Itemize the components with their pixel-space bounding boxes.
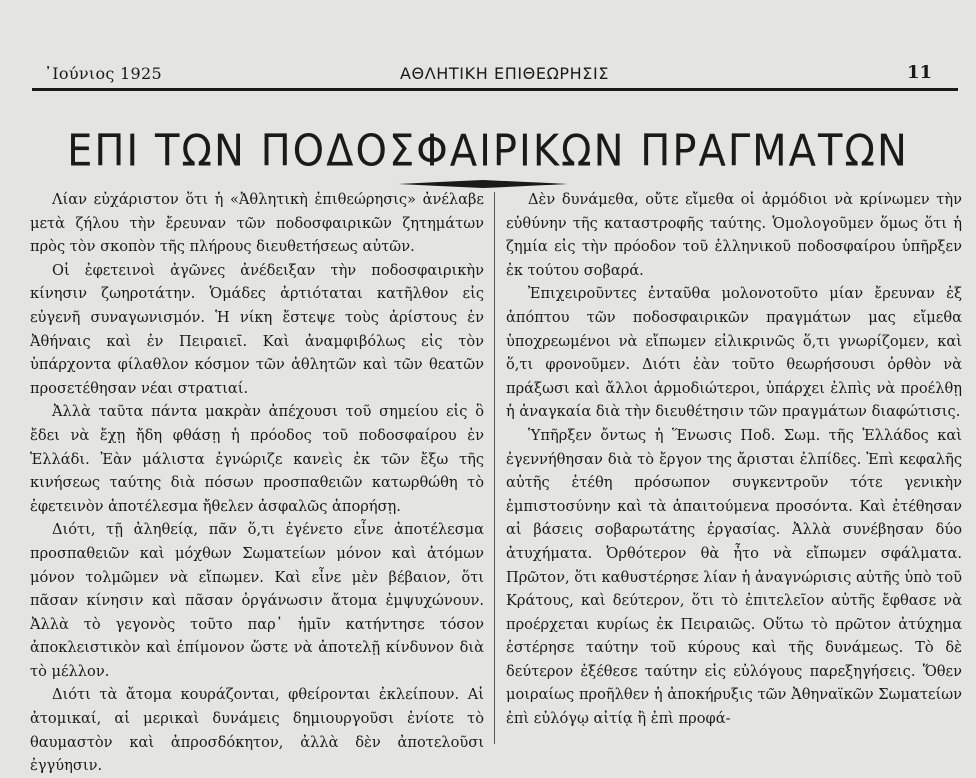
page-number: 11: [906, 62, 932, 83]
column-divider: [494, 192, 495, 744]
paragraph: Ἐπιχειροῦντες ἐνταῦθα μολονοτοῦτο μίαν ἔρευναν ἐξ ἀπόπτου τῶν ποδοσφαιρικῶν πραγμάτων μας εἴμεθα ὑποχρεωμένοι νὰ εἴπωμεν εἰλικρινῶς ὅ,τι γνωρίζομεν, καὶ ὅ,τι φρονοῦμεν. Διότι ἐὰν τοῦτο θεωρήσουσι ὀρθὸν νὰ πράξωσι καὶ ἄλλοι ἁρμοδιώτεροι, ὑπάρχει ἐλπὶς νὰ προέλθῃ ἡ ἀναγκαία διὰ τὴν διευθέτησιν τῶν πραγμάτων διαφώτισις.: [506, 285, 962, 421]
paragraph: Λίαν εὐχάριστον ὅτι ἡ «Ἀθλητικὴ ἐπιθεώρησις» ἀνέλαβε μετὰ ζήλου τὴν ἔρευναν τῶν ποδοσφαιρικῶν ζητημάτων πρὸς τὸν σκοπὸν τῆς πλήρους διευθετήσεως αὐτῶν.: [30, 191, 484, 256]
article-headline: ΕΠΙ ΤΩΝ ΠΟΔΟΣΦΑΙΡΙΚΩΝ ΠΡΑΓΜΑΤΩΝ: [67, 125, 909, 177]
paragraph: Οἱ ἐφετεινοὶ ἀγῶνες ἀνέδειξαν τὴν ποδοσφαιρικὴν κίνησιν ζωηροτάτην. Ὁμάδες ἀρτιόταται κατῆλθον εἰς εὐγενῆ συναγωνισμόν. Ἡ νίκη ἔστεψε τοὺς ἀρίστους ἐν Ἀθήναις καὶ ἐν Πειραιεῖ. Καὶ ἀναμφιβόλως εἰς τὸν ὑπάρχοντα φίλαθλον κόσμον τῶν ἀθλητῶν καὶ τῶν θεατῶν προσετέθησαν νέαι στρατιαί.: [30, 261, 484, 397]
paragraph: Ὑπῆρξεν ὄντως ἡ Ἕνωσις Ποδ. Σωμ. τῆς Ἑλλάδος καὶ ἐγεννήθησαν διὰ τὸ ἔργον της ἄρισται ἐλπίδες. Ἐπὶ κεφαλῆς αὐτῆς ἐτέθη πρόσωπον συγκεντροῦν τότε γενικὴν ἐμπιστοσύνην καὶ τὰ ἀπαιτούμενα προσόντα. Καὶ ἐτέθησαν αἱ βάσεις σοβαρωτάτης ἐργασίας. Ἀλλὰ συνέβησαν δύο ἀτυχήματα. Ὀρθότερον θὰ ἦτο νὰ εἴπωμεν σφάλματα. Πρῶτον, ὅτι καθυστέρησε λίαν ἡ ἀναγνώρισις αὐτῆς ὑπὸ τοῦ Κράτους, καὶ δεύτερον, ὅτι τὸ ἐπιτελεῖον αὐτῆς ἔφθασε νὰ προέρχεται κυρίως ἐκ Πειραιῶς. Οὕτω τὸ πρῶτον ἀτύχημα ἐστέρησε ταύτην τοῦ κύρους καὶ τῆς δυνάμεως. Τὸ δὲ δεύτερον ἐξέθεσε ταύτην εἰς εὐλόγους παρεξηγήσεις. Ὅθεν μοιραίως προῆλθεν ἡ ἀποκήρυξις τῶν Ἀθηναϊκῶν Σωματείων ἐπὶ εὐλόγῳ αἰτίᾳ ἢ ἐπὶ προφά-: [506, 426, 962, 728]
paragraph: Διότι, τῇ ἀληθείᾳ, πᾶν ὅ,τι ἐγένετο εἶνε ἀποτέλεσμα προσπαθειῶν καὶ μόχθων Σωματείων μόνον καὶ ἀτόμων μόνον τολμῶμεν νὰ εἴπωμεν. Καὶ εἶνε μὲν βέβαιον, ὅτι πᾶσαν κίνησιν καὶ πᾶσαν ὀργάνωσιν ἄτομα ἐμψυχώνουν. Ἀλλὰ τὸ γεγονὸς τοῦτο παρ᾽ ἡμῖν κατήντησε τόσον ἀποκλειστικὸν καὶ ἐπίμονον ὥστε νὰ ἀποτελῇ κίνδυνον διὰ τὸ μέλλον.: [30, 521, 484, 680]
paragraph: Ἀλλὰ ταῦτα πάντα μακρὰν ἀπέχουσι τοῦ σημείου εἰς ὃ ἔδει νὰ ἔχῃ ἤδη φθάσῃ ἡ πρόοδος τοῦ ποδοσφαίρου ἐν Ἑλλάδι. Ἐὰν μάλιστα ἐγνώριζε κανεὶς ἐκ τῶν ἔξω τῆς κινήσεως ταύτης διὰ πόσων προσπαθειῶν κατωρθώθη τὸ ἐφετεινὸν ἀποτέλεσμα ἤθελεν ἀσφαλῶς ἀπορήσῃ.: [30, 403, 484, 515]
page-header: [32, 60, 960, 90]
left-column: [30, 188, 484, 778]
paragraph: Διότι τὰ ἄτομα κουράζονται, φθείρονται ἐκλείπουν. Αἱ ἀτομικαί, αἱ μερικαὶ δυνάμεις δημιουργοῦσι ἐνίοτε τὸ θαυμαστὸν καὶ ἀπροσδόκητον, ἀλλὰ δὲν ἀποτελοῦσι ἐγγύησιν.: [30, 686, 484, 775]
magazine-title: ΑΘΛΗΤΙΚΗ ΕΠΙΘΕΩΡΗΣΙΣ: [400, 64, 610, 83]
paragraph: Δὲν δυνάμεθα, οὔτε εἴμεθα οἱ ἁρμόδιοι νὰ κρίνωμεν τὴν εὐθύνην τῆς καταστροφῆς ταύτης. Ὁμολογοῦμεν ὅμως ὅτι ἡ ζημία εἰς τὴν πρόοδον τοῦ ἑλληνικοῦ ποδοσφαίρου ὑπῆρξεν ἐκ τούτου σοβαρά.: [506, 191, 962, 279]
header-rule: [32, 88, 958, 91]
issue-date: ᾽Ιούνιος 1925: [44, 64, 162, 83]
right-column: [506, 188, 962, 731]
